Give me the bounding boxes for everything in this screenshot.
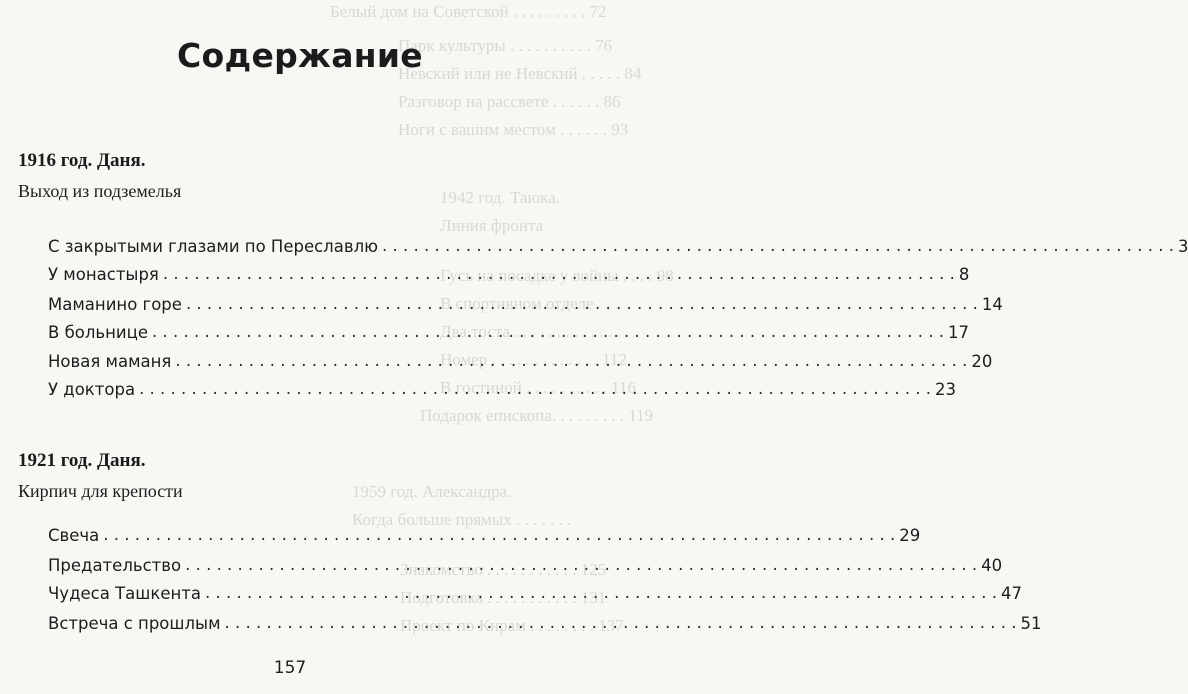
toc-entry-page: 47 <box>1000 584 1022 603</box>
dot-leader <box>139 379 931 398</box>
toc-entry-page: 23 <box>935 380 957 399</box>
toc-entry-page: 14 <box>981 295 1003 314</box>
toc-entry-label: У доктора <box>48 380 136 399</box>
toc-entry-page: 8 <box>958 265 970 284</box>
dot-leader <box>382 236 1174 255</box>
toc-entry[interactable] <box>48 323 969 349</box>
toc-entry[interactable] <box>48 265 970 291</box>
toc-entry[interactable] <box>48 556 1003 582</box>
toc-entry-label: Встреча с прошлым <box>48 614 221 633</box>
dot-leader <box>186 294 978 313</box>
dot-leader <box>163 264 955 283</box>
reverse-page-bleed-through: Белый дом на Советской . . . . . . . . . 72 Парк культуры . . . . . . . . . . 76 Невский или не Невский . . . . . 84 Разговор на рассвете . . . . . . 86 Ноги с вашим местом . . . . . . 93 1942 год. Таюка. Линия фронта Гусь на посадке у войны . . . . 98 В спортивном отделе Два тоста . . . . . . . . . . . . . Номер . . . . . . . . . . . . . 112 В гостиной . . . . . . . . . . 116 Подарок епископа. . . . . . . . . 119 1959 год. Александра. Когда больше прямых . . . . . . . Знакомство . . . . . . . . . . . 125 Подготовка . . . . . . . . . . . 131 Проект по Кирам . . . . . . . . 137 <box>330 2 674 635</box>
toc-entry-label: Маманино горе <box>48 295 182 314</box>
toc-entry-page: 3 <box>1177 237 1188 256</box>
toc-entry-page: 29 <box>899 526 921 545</box>
dot-leader <box>205 583 997 602</box>
toc-entry-page: 51 <box>1020 614 1042 633</box>
part-subtitle: Кирпич для крепости <box>18 481 183 501</box>
toc-entry[interactable] <box>48 526 921 552</box>
dot-leader <box>103 525 895 544</box>
toc-entry-label: Новая маманя <box>48 352 172 371</box>
toc-entry-page: 40 <box>981 556 1003 575</box>
toc-entry-label: С закрытыми глазами по Переславлю <box>48 237 378 256</box>
part-heading: 1921 год. Даня. <box>18 450 146 471</box>
toc-entry[interactable] <box>48 237 1188 263</box>
toc-entry-page: 17 <box>947 323 969 342</box>
part-heading: 1916 год. Даня. <box>18 150 146 171</box>
dot-leader <box>152 322 944 341</box>
toc-entry[interactable] <box>48 352 993 378</box>
toc-entry-label: У монастыря <box>48 265 159 284</box>
toc-entry[interactable] <box>48 584 1022 610</box>
page-number: 157 <box>273 658 307 678</box>
page-title: Содержание <box>177 36 423 75</box>
toc-entry-page: 20 <box>971 352 993 371</box>
toc-entry[interactable] <box>48 295 1003 321</box>
toc-entry[interactable] <box>48 380 957 406</box>
dot-leader <box>185 555 977 574</box>
toc-entry-label: Свеча <box>48 526 100 545</box>
toc-entry-label: В больнице <box>48 323 148 342</box>
toc-entry-label: Предательство <box>48 556 182 575</box>
toc-entry[interactable] <box>48 614 1042 640</box>
dot-leader <box>175 351 967 370</box>
dot-leader <box>225 613 1017 632</box>
part-subtitle: Выход из подземелья <box>18 181 182 201</box>
toc-entry-label: Чудеса Ташкента <box>48 584 201 603</box>
